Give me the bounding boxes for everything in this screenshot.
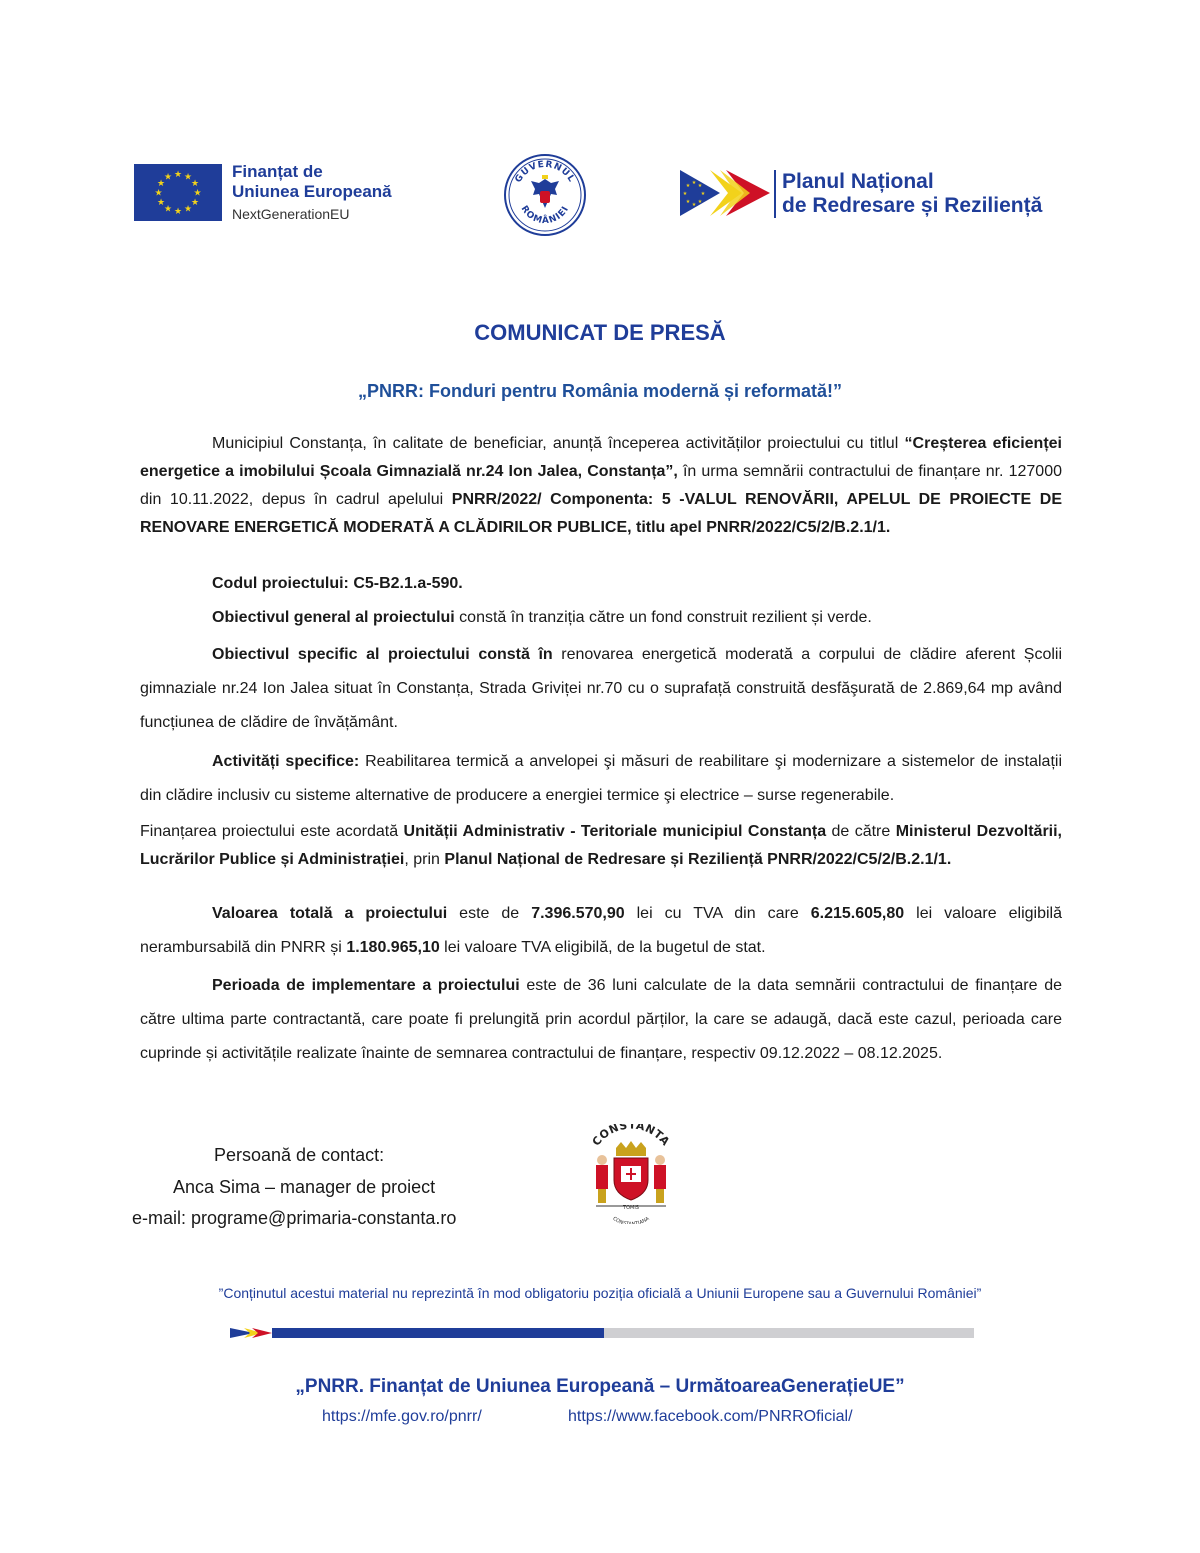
p6-text-3: , prin <box>404 851 445 868</box>
p6-program: Planul Național de Redresare și Reziliență PNRR/2022/C5/2/B.2.1/1. <box>444 851 952 868</box>
activities-text: Reabilitarea termică a anvelopei şi măsuri de reabilitare şi modernizare a sistemelor de instalații din clădire inclusiv cu sisteme alternative de producere a energiei termice şi electrice – surse regenerabile. <box>140 753 1063 804</box>
general-objective-label: Obiectivul general al proiectului <box>212 609 455 626</box>
footer-slogan: „PNRR. Finanțat de Uniunea Europeană – UrmătoareaGenerațieUE” <box>295 1376 905 1397</box>
svg-text:★: ★ <box>685 199 691 205</box>
activities-label: Activități specifice: <box>212 753 360 770</box>
svg-text:★: ★ <box>190 179 200 189</box>
eligible-value-amount: 6.215.605,80 <box>810 905 905 922</box>
svg-text:★: ★ <box>154 188 163 199</box>
p7-text-3: lei valoare eligibilă nerambursabilă din PNRR și <box>140 905 1063 956</box>
document-subtitle: „PNRR: Fonduri pentru România modernă și reformată!” <box>357 381 843 401</box>
total-value-amount: 7.396.570,90 <box>531 905 625 922</box>
project-code: Codul proiectului: C5-B2.1.a-590. <box>212 575 463 592</box>
specific-objective-text: renovarea energetică moderată a corpului de clădire aferent Școlii gimnaziale nr.24 Ion Jalea situat în Constanța, Strada Griviței nr.70 cu o suprafață construită desfăşurată de 2.869,64 mp având funcțiunea de clădire de învățământ. <box>140 646 1062 731</box>
contact-email[interactable]: e-mail: programe@primaria-constanta.ro <box>132 1208 457 1228</box>
paragraph-financing <box>140 818 1062 874</box>
crest-motto-line1: TOMIS <box>623 1205 639 1211</box>
pnrr-logo-line1: Planul Național <box>782 170 934 193</box>
svg-text:★: ★ <box>691 202 697 208</box>
p1-text-1: Municipiul Constanța, în calitate de beneficiar, anunță începerea activităților proiectului cu titlul <box>212 435 905 452</box>
svg-text:★: ★ <box>156 198 166 208</box>
pnrr-arrow-logo-icon <box>680 170 770 216</box>
contact-person: Anca Sima – manager de proiect <box>173 1177 436 1197</box>
pnrr-logo-divider <box>774 170 776 218</box>
gov-seal-bottom-text: ROMÂNIEI <box>518 204 572 227</box>
p6-beneficiary: Unității Administrativ - Teritoriale municipiul Constanța <box>403 823 827 840</box>
svg-text:★: ★ <box>691 180 697 186</box>
total-value-label: Valoarea totală a proiectului <box>212 905 448 922</box>
svg-text:★: ★ <box>163 204 173 215</box>
eu-funding-logo-text <box>232 162 392 224</box>
svg-text:★: ★ <box>183 172 193 183</box>
paragraph-intro <box>140 430 1062 542</box>
p6-ministry: Ministerul Dezvoltării, Lucrărilor Publice și Administrației <box>140 823 1063 868</box>
svg-text:★: ★ <box>682 191 688 197</box>
svg-text:★: ★ <box>156 179 166 189</box>
crest-name: CONSTANTA <box>589 1124 673 1149</box>
svg-text:★: ★ <box>190 198 200 208</box>
svg-text:★: ★ <box>697 199 703 205</box>
paragraph-activities <box>140 745 1062 813</box>
svg-text:★: ★ <box>685 183 691 189</box>
eu-disclaimer: ”Conținutul acestui material nu reprezintă în mod obligatoriu poziția oficială a Uniunii Europene sau a Guvernului României” <box>218 1285 982 1301</box>
implementation-period-text: este de 36 luni calculate de la data semnării contractului de finanțare de către ultima parte contractantă, care poate fi prelungită prin acordul părților, la care se adaugă, dacă este cazul, perioada care cuprinde și activitățile realizate înainte de semnarea contractului de finanțare, respectiv 09.12.2022 – 08.12.2025. <box>140 977 1062 1062</box>
svg-text:★: ★ <box>173 207 183 217</box>
svg-text:★: ★ <box>193 188 202 199</box>
p6-text-1: Finanțarea proiectului este acordată <box>140 823 404 840</box>
eu-logo-line1: Finanțat de <box>232 162 323 181</box>
p1-call-reference: PNRR/2022/ Componenta: 5 -VALUL RENOVĂRII, APELUL DE PROIECTE DE RENOVARE ENERGETICĂ MODERATĂ A CLĂDIRILOR PUBLICE, titlu apel PNRR/2022/C5/2/B.2.1/1. <box>140 491 1063 536</box>
svg-text:★: ★ <box>173 170 183 180</box>
paragraph-specific-objective <box>140 638 1062 740</box>
romanian-government-seal-icon <box>503 153 587 237</box>
p7-text-2: lei cu TVA din care <box>624 905 811 922</box>
p6-text-2: de către <box>826 823 896 840</box>
specific-objective-label: Obiectivul specific al proiectului constă în <box>212 646 553 663</box>
footer-link-facebook[interactable]: https://www.facebook.com/PNRROficial/ <box>568 1408 853 1425</box>
p1-text-2: în urma semnării contractului de finanțare nr. 127000 din 10.11.2022, depus în cadrul apelului <box>140 463 1062 508</box>
p7-text-4: lei valoare TVA eligibilă, de la bugetul de stat. <box>439 939 766 956</box>
eu-logo-line2: Uniunea Europeană <box>232 182 392 201</box>
p1-project-title: “Creșterea eficienței energetice a imobilului Școala Gimnazială nr.24 Ion Jalea, Constanța”, <box>140 435 1062 480</box>
svg-text:★: ★ <box>697 183 703 189</box>
footer-pnrr-bar-icon <box>230 1326 974 1338</box>
general-objective-text: constă în tranziția către un fond construit rezilient și verde. <box>454 609 872 626</box>
paragraph-general-objective <box>140 604 1062 632</box>
paragraph-project-code <box>140 570 1062 598</box>
gov-seal-top-text: GUVERNUL <box>513 159 577 185</box>
svg-text:★: ★ <box>163 172 173 183</box>
svg-text:CONSTANTIANA <box>611 1216 651 1224</box>
paragraph-total-value <box>140 897 1062 965</box>
pnrr-logo-text <box>782 170 1042 218</box>
pnrr-logo-line2: de Redresare și Reziliență <box>782 194 1043 217</box>
p7-text-1: este de <box>447 905 532 922</box>
eu-logo-line3: NextGenerationEU <box>232 206 350 222</box>
svg-text:★: ★ <box>700 191 706 197</box>
footer-link-mfe[interactable]: https://mfe.gov.ro/pnrr/ <box>322 1408 482 1425</box>
paragraph-implementation-period <box>140 969 1062 1071</box>
svg-text:★: ★ <box>183 204 193 215</box>
implementation-period-label: Perioada de implementare a proiectului <box>212 977 520 994</box>
vat-value-amount: 1.180.965,10 <box>346 939 440 956</box>
document-title: COMUNICAT DE PRESĂ <box>474 320 726 345</box>
contact-heading: Persoană de contact: <box>214 1145 385 1165</box>
eu-flag-icon <box>134 164 222 221</box>
crest-motto-line2: CONS TIANA <box>611 1215 651 1224</box>
constanta-coat-of-arms-icon <box>588 1124 674 1224</box>
